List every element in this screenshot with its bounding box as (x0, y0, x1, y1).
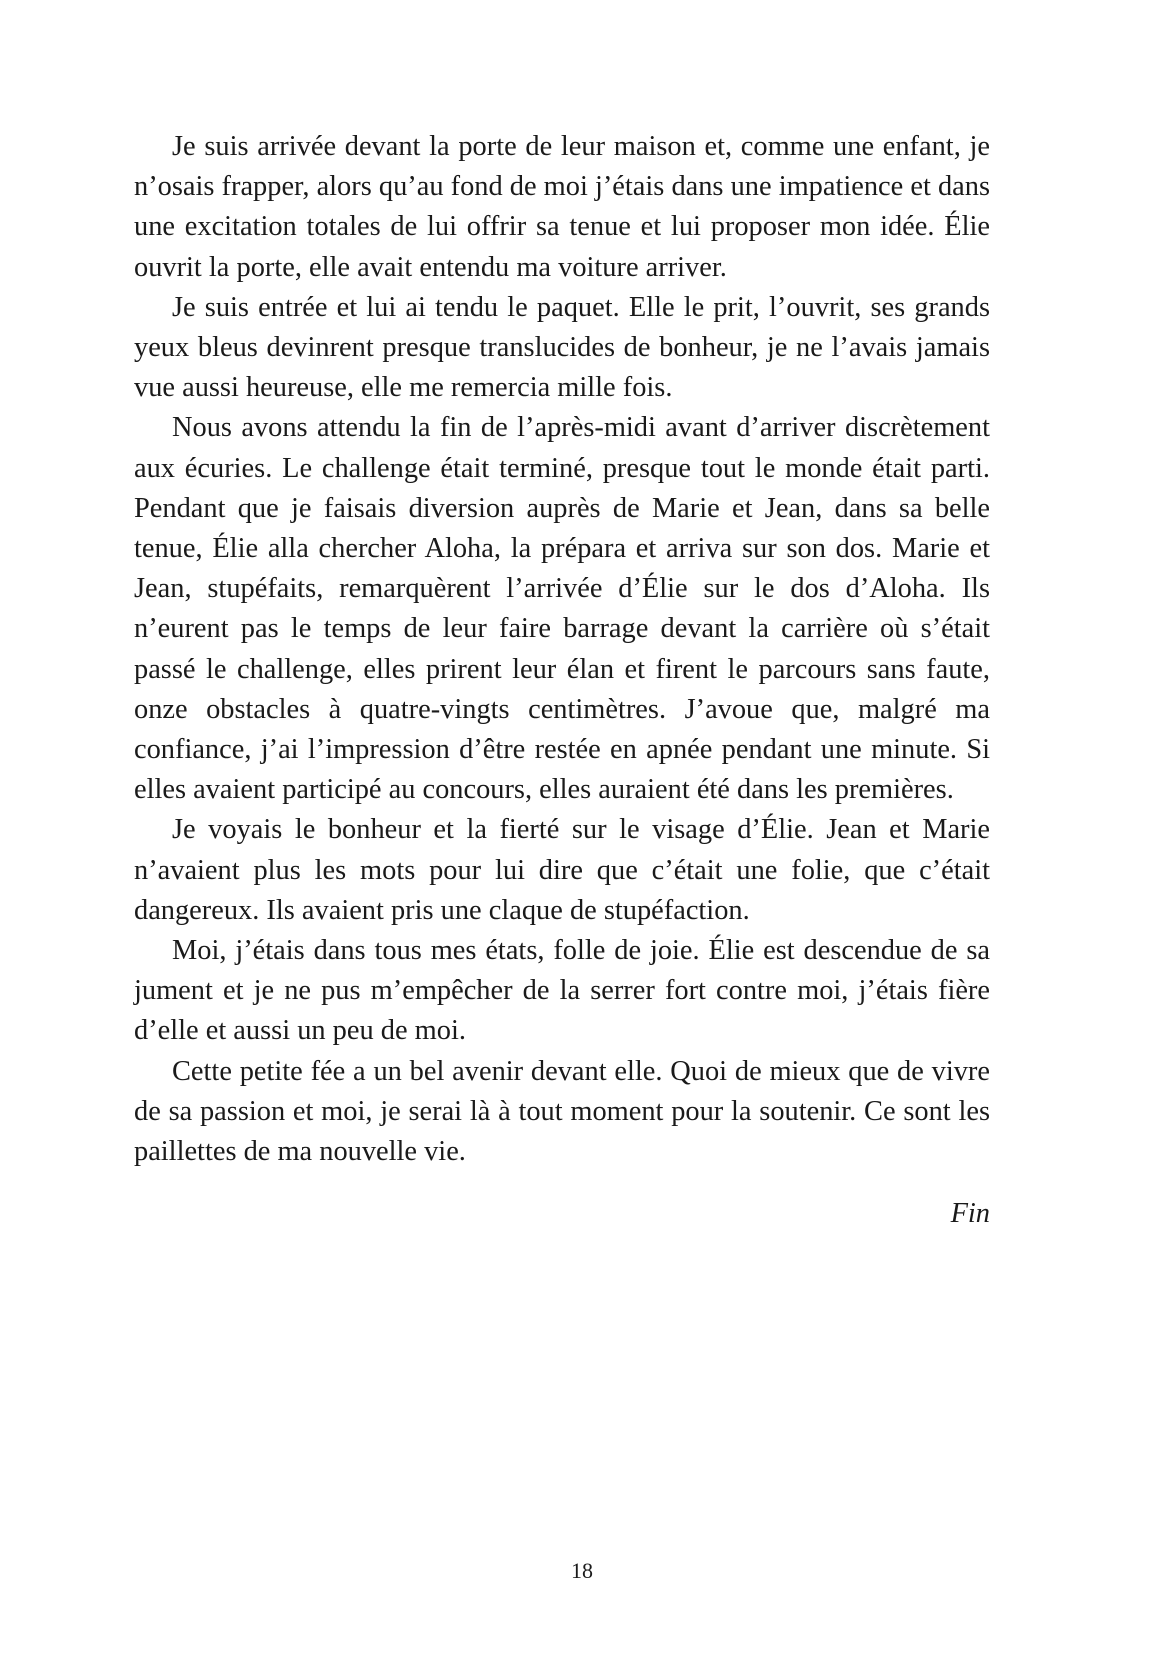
end-mark: Fin (950, 1198, 990, 1230)
paragraph: Nous avons attendu la fin de l’après-midi avant d’arriver discrètement aux écuries. Le challenge était terminé, presque tout le monde était parti. Pendant que je faisais diversion auprès de Marie et Jean, dans sa belle tenue, Élie alla chercher Aloha, la prépara et arriva sur son dos. Marie et Jean, stupéfaits, remarquèrent l’arrivée d’Élie sur le dos d’Aloha. Ils n’eurent pas le temps de leur faire barrage devant la carrière où s’était passé le challenge, elles prirent leur élan et firent le parcours sans faute, onze obstacles à quatre-vingts centimètres. J’avoue que, malgré ma confiance, j’ai l’impression d’être restée en apnée pendant une minute. Si elles avaient participé au concours, elles auraient été dans les premières. (134, 412, 990, 806)
body-text (134, 127, 990, 1234)
paragraph: Je suis entrée et lui ai tendu le paquet. Elle le prit, l’ouvrit, ses grands yeux bleus devinrent presque translucides de bonheur, je ne l’avais jamais vue aussi heureuse, elle me remercia mille fois. (134, 291, 990, 404)
paragraph: Je suis arrivée devant la porte de leur maison et, comme une enfant, je n’osais frapper, alors qu’au fond de moi j’étais dans une impatience et dans une excitation totales de lui offrir sa tenue et lui proposer mon idée. Élie ouvrit la porte, elle avait entendu ma voiture arriver. (134, 131, 990, 283)
page-number: 18 (571, 1558, 593, 1583)
paragraph: Je voyais le bonheur et la fierté sur le visage d’Élie. Jean et Marie n’avaient plus les mots pour lui dire que c’était une folie, que c’était dangereux. Ils avaient pris une claque de stupéfaction. (134, 814, 990, 926)
paragraph: Cette petite fée a un bel avenir devant elle. Quoi de mieux que de vivre de sa passion et moi, je serai là à tout moment pour la soutenir. Ce sont les paillettes de ma nouvelle vie. (134, 1055, 990, 1168)
paragraph: Moi, j’étais dans tous mes états, folle de joie. Élie est descendue de sa jument et je ne pus m’empêcher de la serrer fort contre moi, j’étais fière d’elle et aussi un peu de moi. (134, 935, 990, 1047)
